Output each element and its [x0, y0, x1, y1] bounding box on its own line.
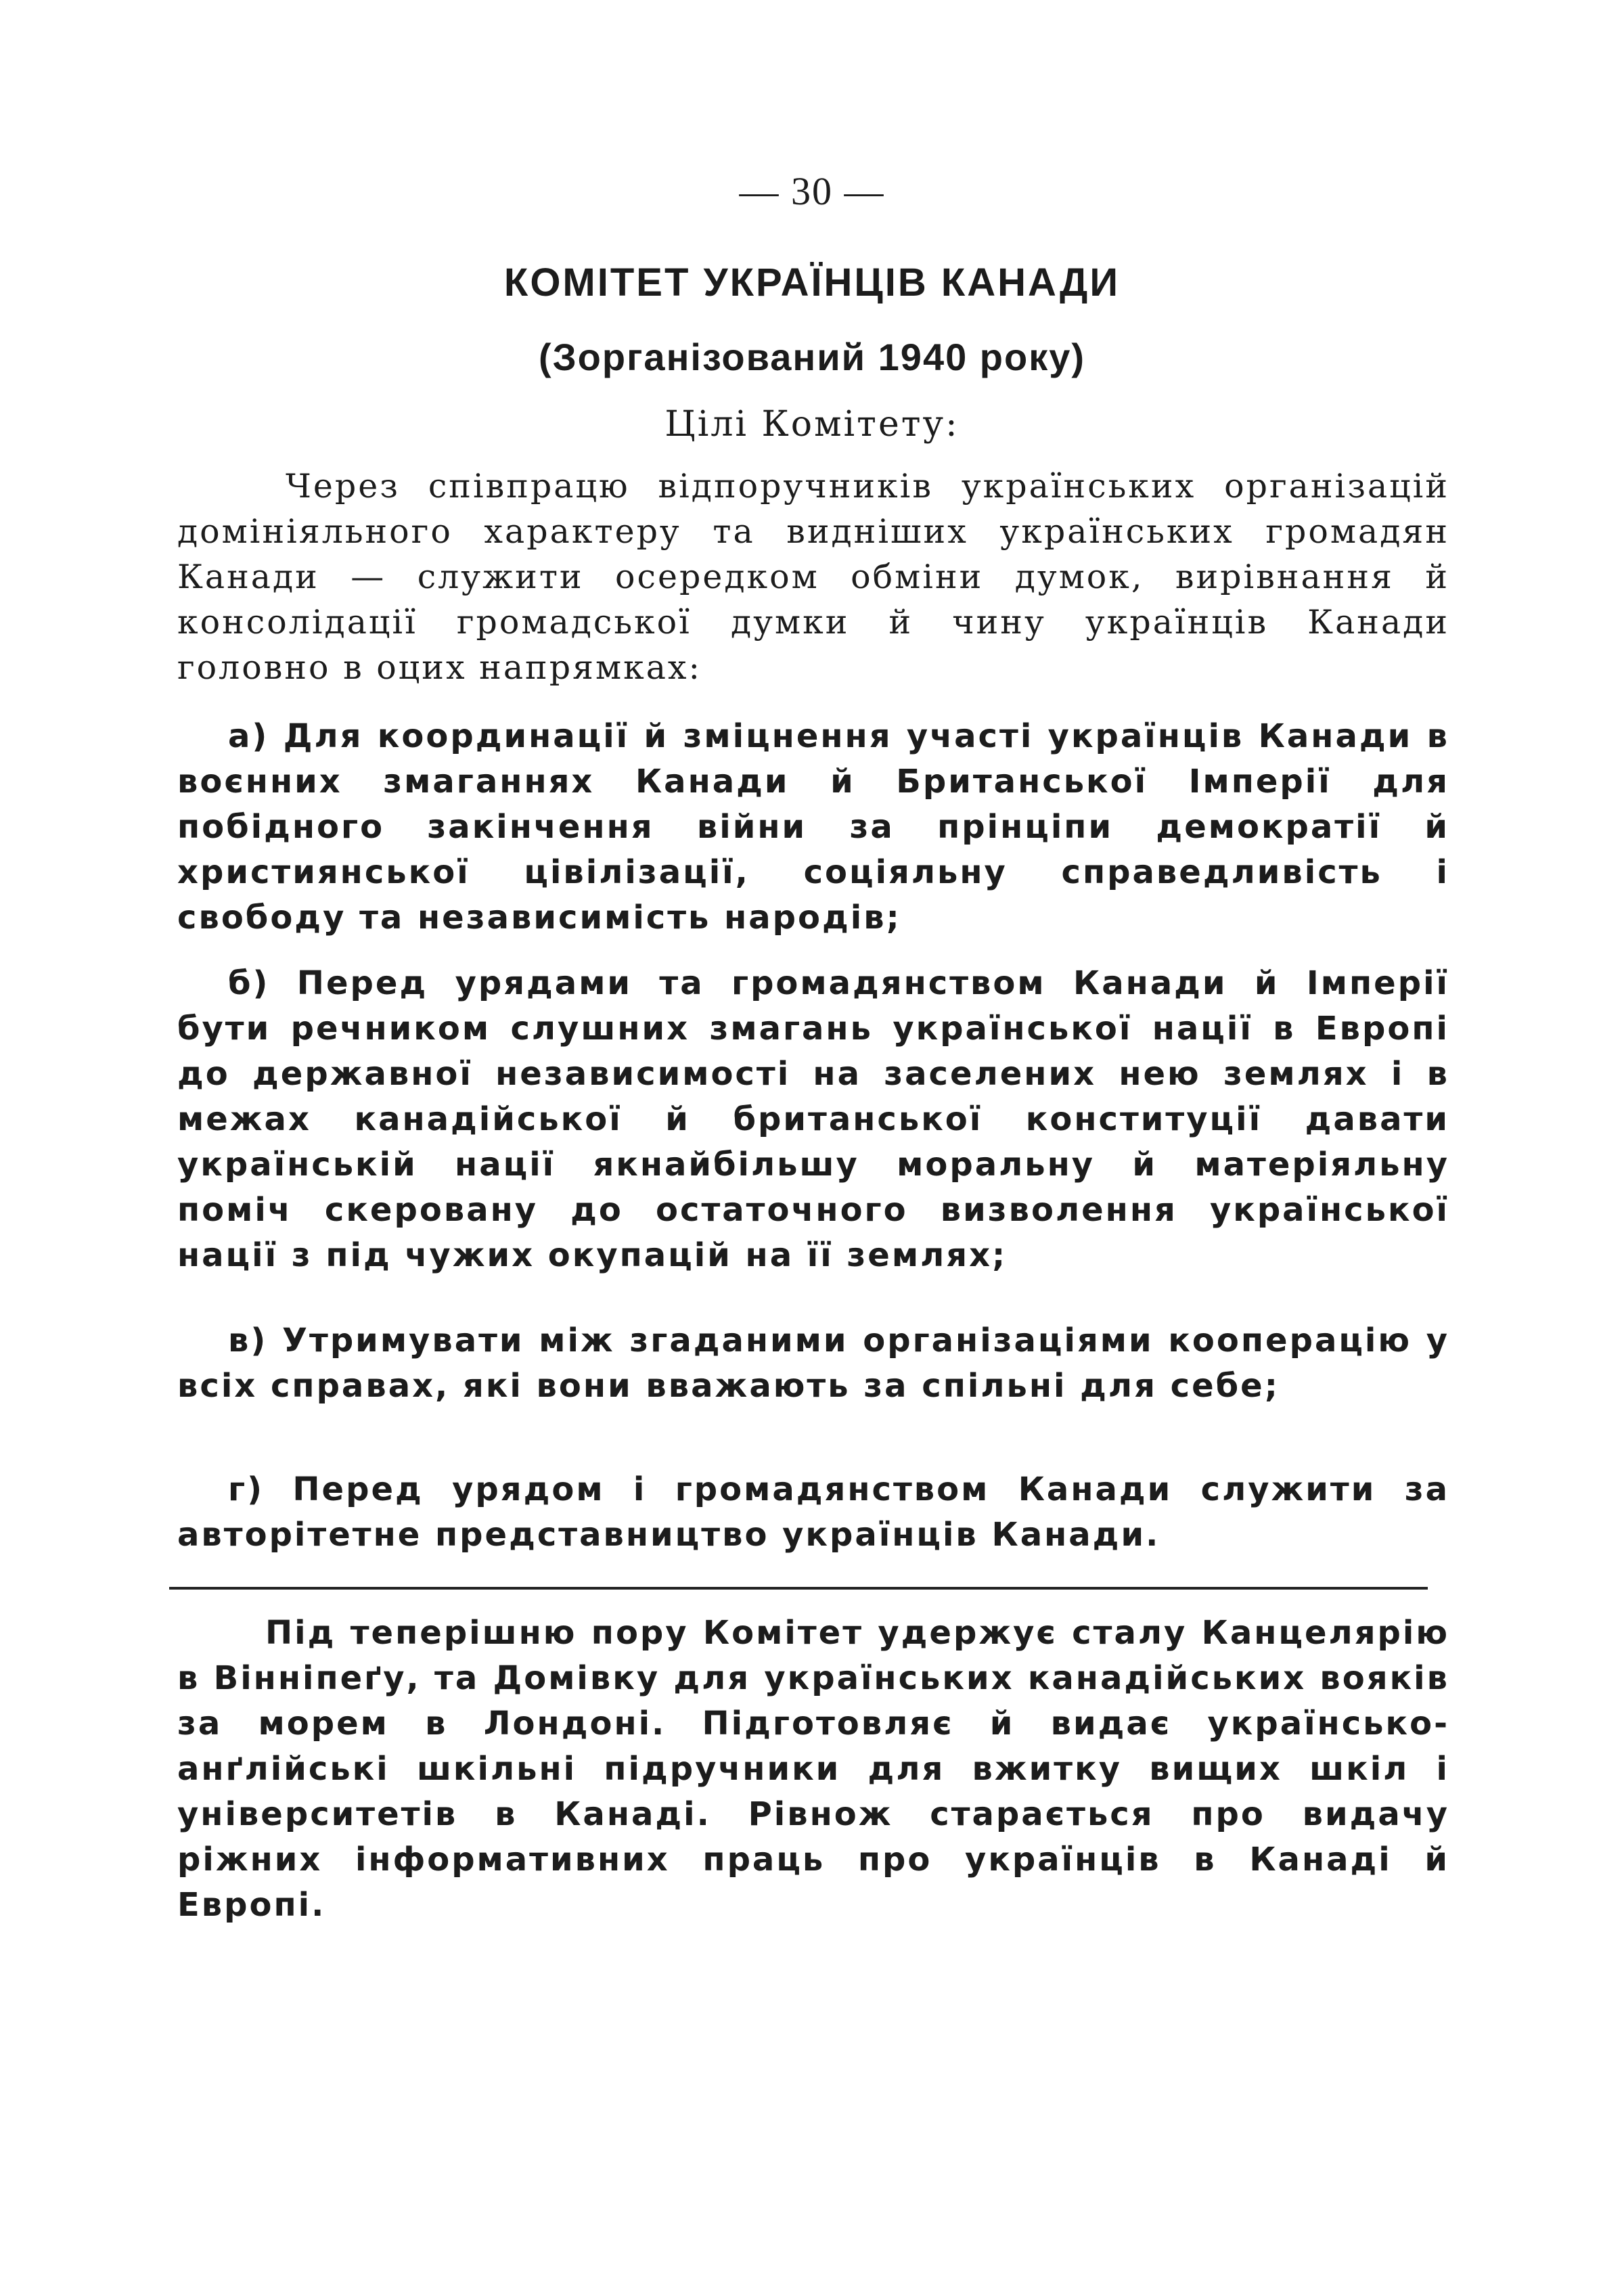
- section-divider: [169, 1587, 1428, 1590]
- intro-paragraph: Через співпрацю відпоручників українських організацій домініяльного характеру та видніших українських громадян Канади — служити осередком обміни думок, вирівнання й консолідації громадської думки й чину українців Канади головно в оцих напрямках:: [177, 467, 1449, 687]
- document-subtitle: (Зорганізований 1940 року): [538, 336, 1086, 378]
- document-title: КОМІТЕТ УКРАЇНЦІВ КАНАДИ: [503, 261, 1121, 305]
- goal-item-g: г) Перед урядом і громадянством Канади служити за авторітетне представництво українців Канади.: [177, 1470, 1449, 1554]
- closing-paragraph: Під теперішню пору Комітет удержує сталу Канцелярію в Вінніпеґу, та Домівку для українських канадійських вояків за морем в Лондоні. Підготовляє й видає українсько-анґлійські шкільні підручники для вжитку вищих шкіл і університетів в Канаді. Рівнож старається про видачу ріжних інформативних праць про українців в Канаді й Европі.: [177, 1614, 1449, 1924]
- page-number: — 30 —: [739, 169, 885, 213]
- goal-item-b: б) Перед урядами та громадянством Канади й Імперії бути речником слушних змагань української нації в Европі до державної независимості на заселених нею землях і в межах канадійської й британської конституції давати українській нації якнайбільшу моральну й матеріяльну поміч скеровану до остаточного визволення української нації з під чужих окупацій на її землях;: [177, 964, 1449, 1274]
- goal-item-v: в) Утримувати між згаданими організаціями кооперацію у всіх справах, які вони вважають за спільні для себе;: [177, 1322, 1449, 1405]
- goals-heading: Цілі Комітету:: [664, 404, 960, 445]
- goal-item-a: а) Для координації й зміцнення участі українців Канади в воєнних змаганнях Канади й Британської Імперії для побідного закінчення війни за прінціпи демократії й християнської цівілізації, соціяльну справедливість і свободу та независимість народів;: [177, 717, 1449, 937]
